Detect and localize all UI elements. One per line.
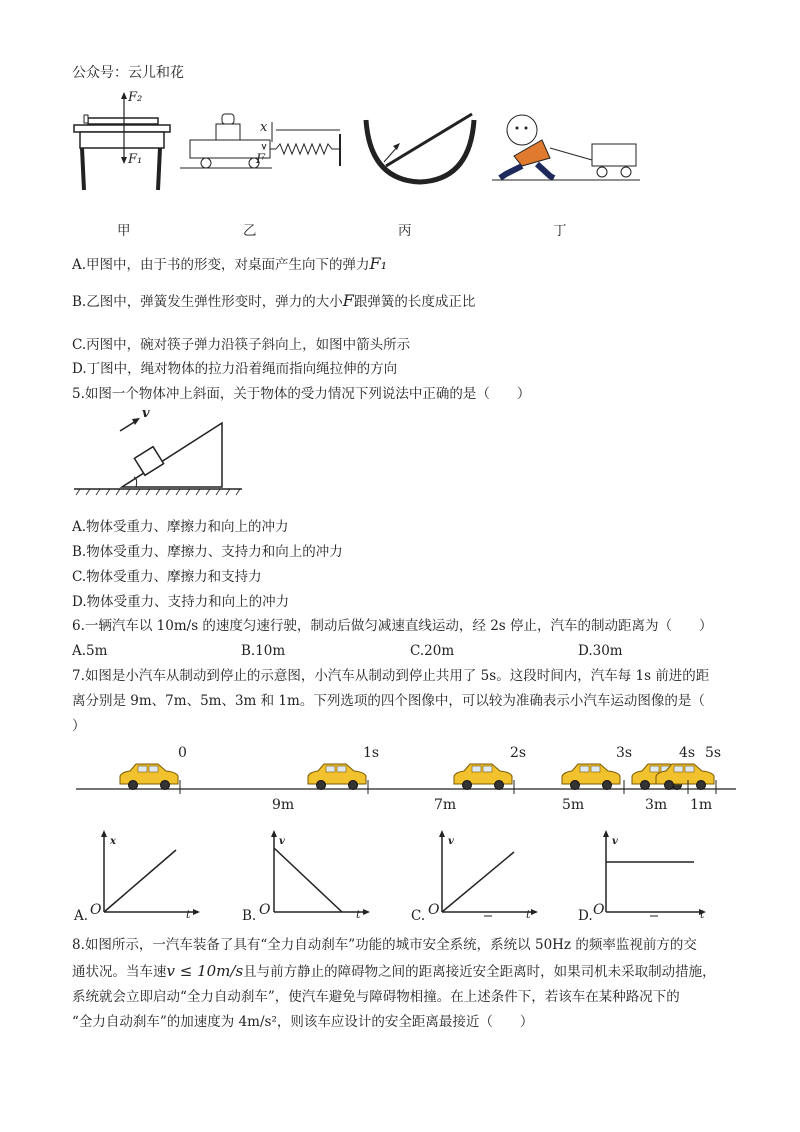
graph-c-option: C. [411, 908, 426, 924]
q6-option-a: A.5m [72, 643, 108, 659]
account-header: 公众号：云儿和花 [72, 65, 184, 81]
q8-line2-pre: 通状况。当车速 [72, 964, 167, 980]
q6-option-c: C.20m [410, 643, 455, 659]
car-1s [308, 764, 366, 790]
q8-line2 [72, 962, 716, 981]
time-label-0: 0 [178, 745, 187, 761]
q4-option-d: D.丁图中，绳对物体的拉力沿着绳而指向绳拉伸的方向 [72, 361, 398, 377]
figure-bing-bowl [360, 110, 480, 180]
q5-stem: 5.如图一个物体冲上斜面，关于物体的受力情况下列说法中正确的是（ ） [72, 386, 531, 402]
time-label-3s: 3s [616, 745, 633, 761]
graph-d-yaxis: v [612, 836, 618, 847]
caption-yi: 乙 [243, 223, 257, 239]
q5-option-d: D.物体受重力、支持力和向上的冲力 [72, 594, 290, 610]
q4-option-b-text: B.乙图中，弹簧发生弹性形变时，弹力的大小 [72, 294, 343, 310]
graph-c-origin: O [428, 902, 440, 918]
q6-option-b: B.10m [241, 643, 286, 659]
q8-line2-post: 且与前方静止的障碍物之间的距离接近安全距离时，如果司机未采取制动措施， [243, 964, 716, 980]
distance-label-5m: 5m [562, 797, 585, 813]
q4-option-c: C.丙图中，碗对筷子弹力沿筷子斜向上，如图中箭头所示 [72, 337, 411, 353]
distance-label-3m: 3m [645, 797, 668, 813]
graph-b-origin: O [259, 902, 271, 918]
q7-stem-line3: ） [72, 718, 86, 734]
graph-a-yaxis: x [110, 836, 116, 847]
time-label-1s: 1s [363, 745, 380, 761]
force-f2-label: F₂ [128, 90, 143, 105]
q8-line1: 8.如图所示，一汽车装备了具有“全力自动刹车”功能的城市安全系统，系统以 50Hz 的频率监视前方的交 [72, 937, 697, 953]
q6-option-d: D.30m [578, 643, 623, 659]
q8-speed-condition: v ≤ 10m/s [166, 962, 244, 980]
distance-label-9m: 9m [272, 797, 295, 813]
spring-f-label: F [256, 152, 266, 167]
q8-line3: 系统就会立即启动“全力自动刹车”，使汽车避免与障碍物相撞。在上述条件下，若该车在某种路况下的 [72, 989, 680, 1005]
graph-c-xaxis: t [526, 908, 531, 921]
q5-option-c: C.物体受重力、摩擦力和支持力 [72, 569, 262, 585]
caption-ding: 丁 [553, 223, 567, 239]
q4-option-b-symbol: F [342, 291, 354, 310]
q4-option-a-symbol: F₁ [369, 254, 388, 273]
distance-label-7m: 7m [434, 797, 457, 813]
graph-d-origin: O [593, 902, 605, 918]
q5-velocity-label: v [142, 406, 150, 421]
graph-b-yaxis: v [279, 836, 285, 847]
graph-b-option: B. [242, 908, 257, 924]
graph-d-option: D. [578, 908, 593, 924]
q5-option-a: A.物体受重力、摩擦力和向上的冲力 [72, 519, 289, 535]
q5-option-b: B.物体受重力、摩擦力、支持力和向上的冲力 [72, 544, 343, 560]
time-label-2s: 2s [510, 745, 527, 761]
graph-c-yaxis: v [448, 836, 454, 847]
graph-a-x-t [92, 830, 202, 920]
distance-label-1m: 1m [690, 797, 713, 813]
caption-bing: 丙 [398, 223, 412, 239]
q8-line4: “全力自动刹车”的加速度为 4m/s²，则该车应设计的安全距离最接近（ ） [72, 1014, 534, 1030]
time-label-5s: 5s [705, 745, 722, 761]
force-f1-label: F₁ [128, 152, 143, 167]
figure-ding-boy-cart [492, 110, 642, 185]
graph-a-origin: O [90, 902, 102, 918]
q7-stem-line2: 离分别是 9m、7m、5m、3m 和 1m。下列选项的四个图像中，可以较为准确表示小汽车运动图像的是（ [72, 693, 705, 709]
car-2s [454, 764, 512, 790]
q4-option-a-text: A.甲图中，由于书的形变，对桌面产生向下的弹力 [72, 257, 370, 273]
spring-x-label: x [260, 120, 268, 135]
q5-incline-figure [74, 405, 244, 497]
graph-d-xaxis: t [700, 908, 705, 921]
graph-a-xaxis: t [186, 908, 191, 921]
car-0s [120, 764, 178, 790]
figure-jia-table [70, 90, 180, 200]
time-label-4s: 4s [679, 745, 696, 761]
caption-jia: 甲 [117, 223, 131, 239]
q4-option-a [72, 255, 387, 274]
q7-car-strip [76, 738, 736, 798]
q4-option-b-tail: 跟弹簧的长度成正比 [353, 294, 476, 310]
graph-c-v-t [430, 830, 540, 920]
q4-option-b [72, 292, 475, 311]
q6-stem: 6.一辆汽车以 10m/s 的速度匀速行驶，制动后做匀减速直线运动，经 2s 停止，汽车的制动距离为（ ） [72, 618, 713, 634]
car-3s [562, 764, 620, 790]
graph-b-xaxis: t [356, 908, 361, 921]
graph-a-option: A. [74, 908, 89, 924]
q7-stem-line1: 7.如图是小汽车从制动到停止的示意图，小汽车从制动到停止共用了 5s。这段时间内，汽车每 1s 前进的距 [72, 668, 710, 684]
